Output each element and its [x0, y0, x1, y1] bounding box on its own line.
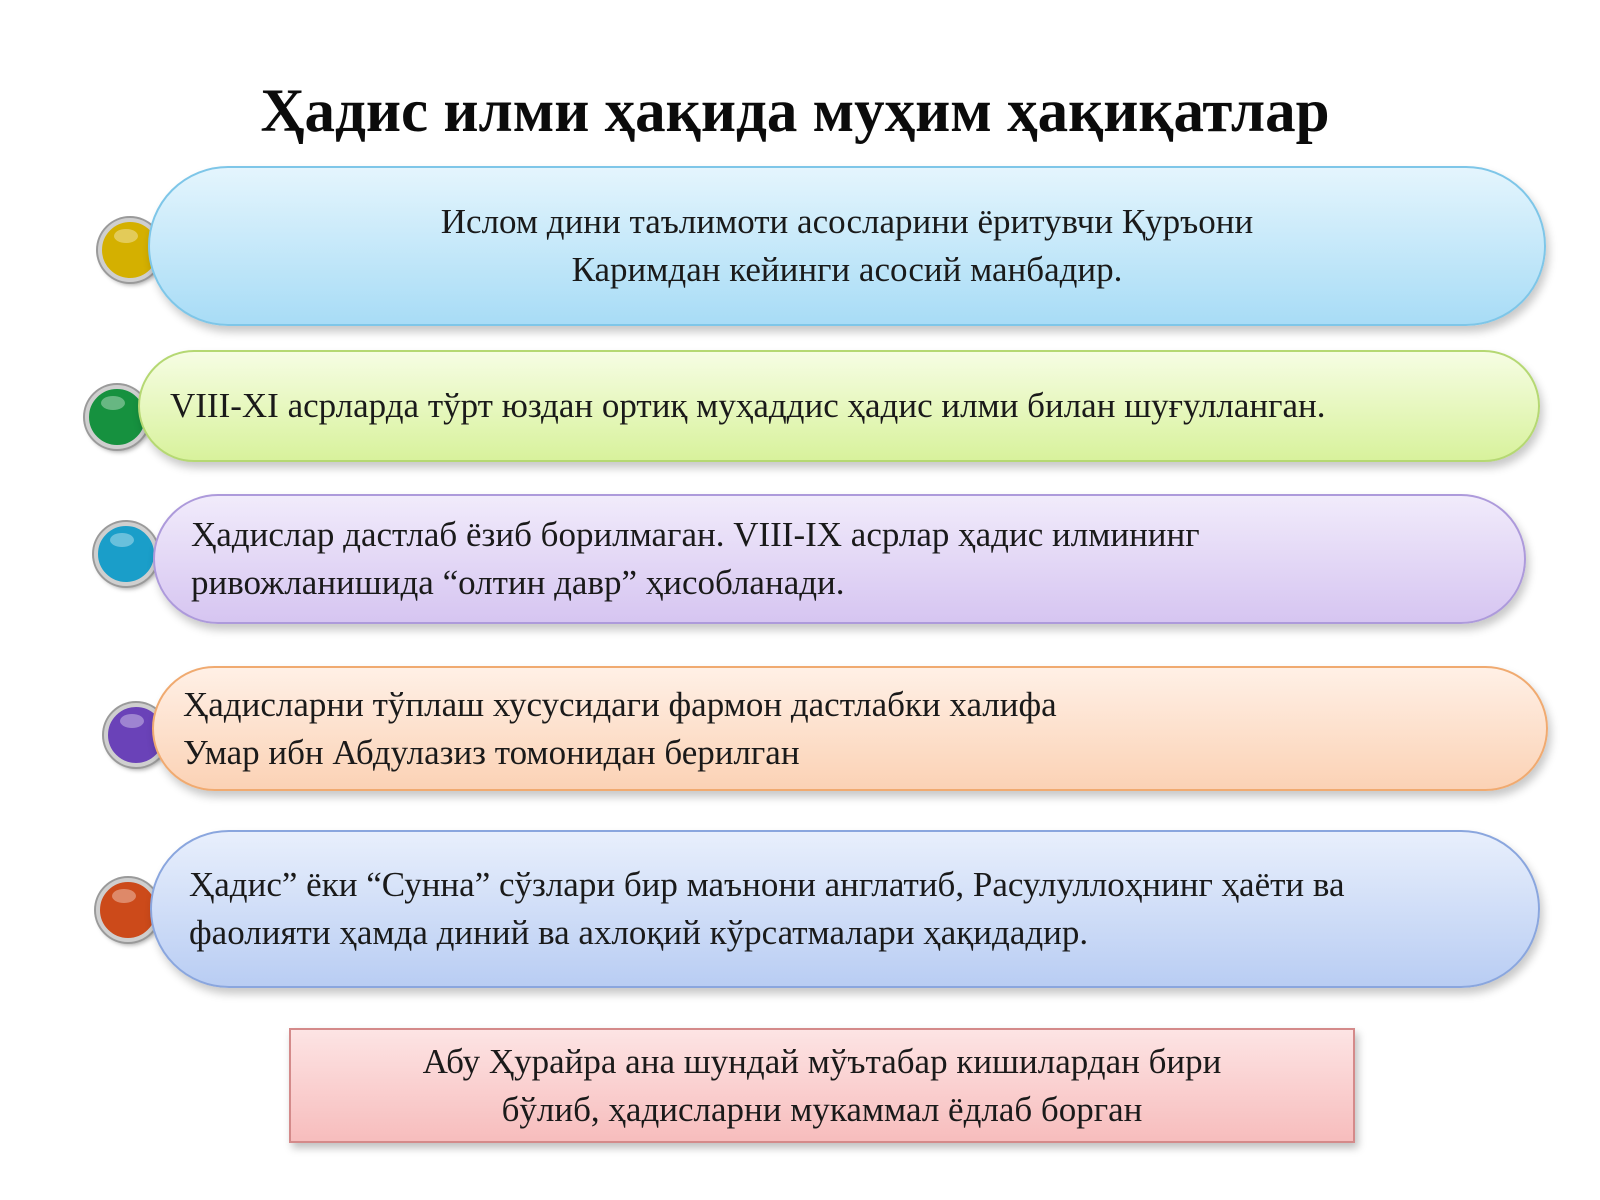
fact-text-line-2: Каримдан кейинги асосий манбадир.: [571, 250, 1123, 289]
fact-text-line-2: Умар ибн Абдулазиз томонидан берилган: [183, 732, 800, 772]
fact-text-line-2: фаолияти ҳамда диний ва ахлоқий кўрсатмалари ҳақидадир.: [189, 913, 1089, 952]
fact-box-3: [153, 494, 1526, 624]
fact-box-5: [150, 830, 1540, 988]
fact-text-line-1: Ислом дини таълимоти асосларини ёритувчи Қуръони: [440, 202, 1254, 241]
note-text-line-2: бўлиб, ҳадисларни мукаммал ёдлаб борган: [501, 1089, 1143, 1129]
fact-text-line-1: VIII-XI асрларда тўрт юздан ортиқ муҳаддис ҳадис илми билан шуғулланган.: [170, 386, 1326, 425]
note-text-line-1: Абу Ҳурайра ана шундай мўътабар кишилардан бири: [422, 1041, 1222, 1081]
fact-text-line-1: Ҳадис” ёки “Сунна” сўзлари бир маънони англатиб, Расулуллоҳнинг ҳаёти ва: [189, 865, 1345, 904]
fact-text-line-2: ривожланишида “олтин давр” ҳисобланади.: [191, 563, 845, 602]
fact-text-line-1: Ҳадисларни тўплаш хусусидаги фармон дастлабки халифа: [183, 684, 1057, 724]
page-title: Ҳадис илми ҳақида муҳим ҳақиқатлар: [260, 78, 1330, 145]
bullet-circle-blue-icon: [94, 522, 158, 586]
summary-note-box: [289, 1028, 1355, 1143]
fact-text-line-1: Ҳадислар дастлаб ёзиб борилмаган. VIII-IX асрлар ҳадис илмининг: [191, 515, 1200, 554]
fact-box-1: [148, 166, 1546, 326]
fact-box-2: [138, 350, 1540, 462]
fact-box-4: [152, 666, 1548, 791]
